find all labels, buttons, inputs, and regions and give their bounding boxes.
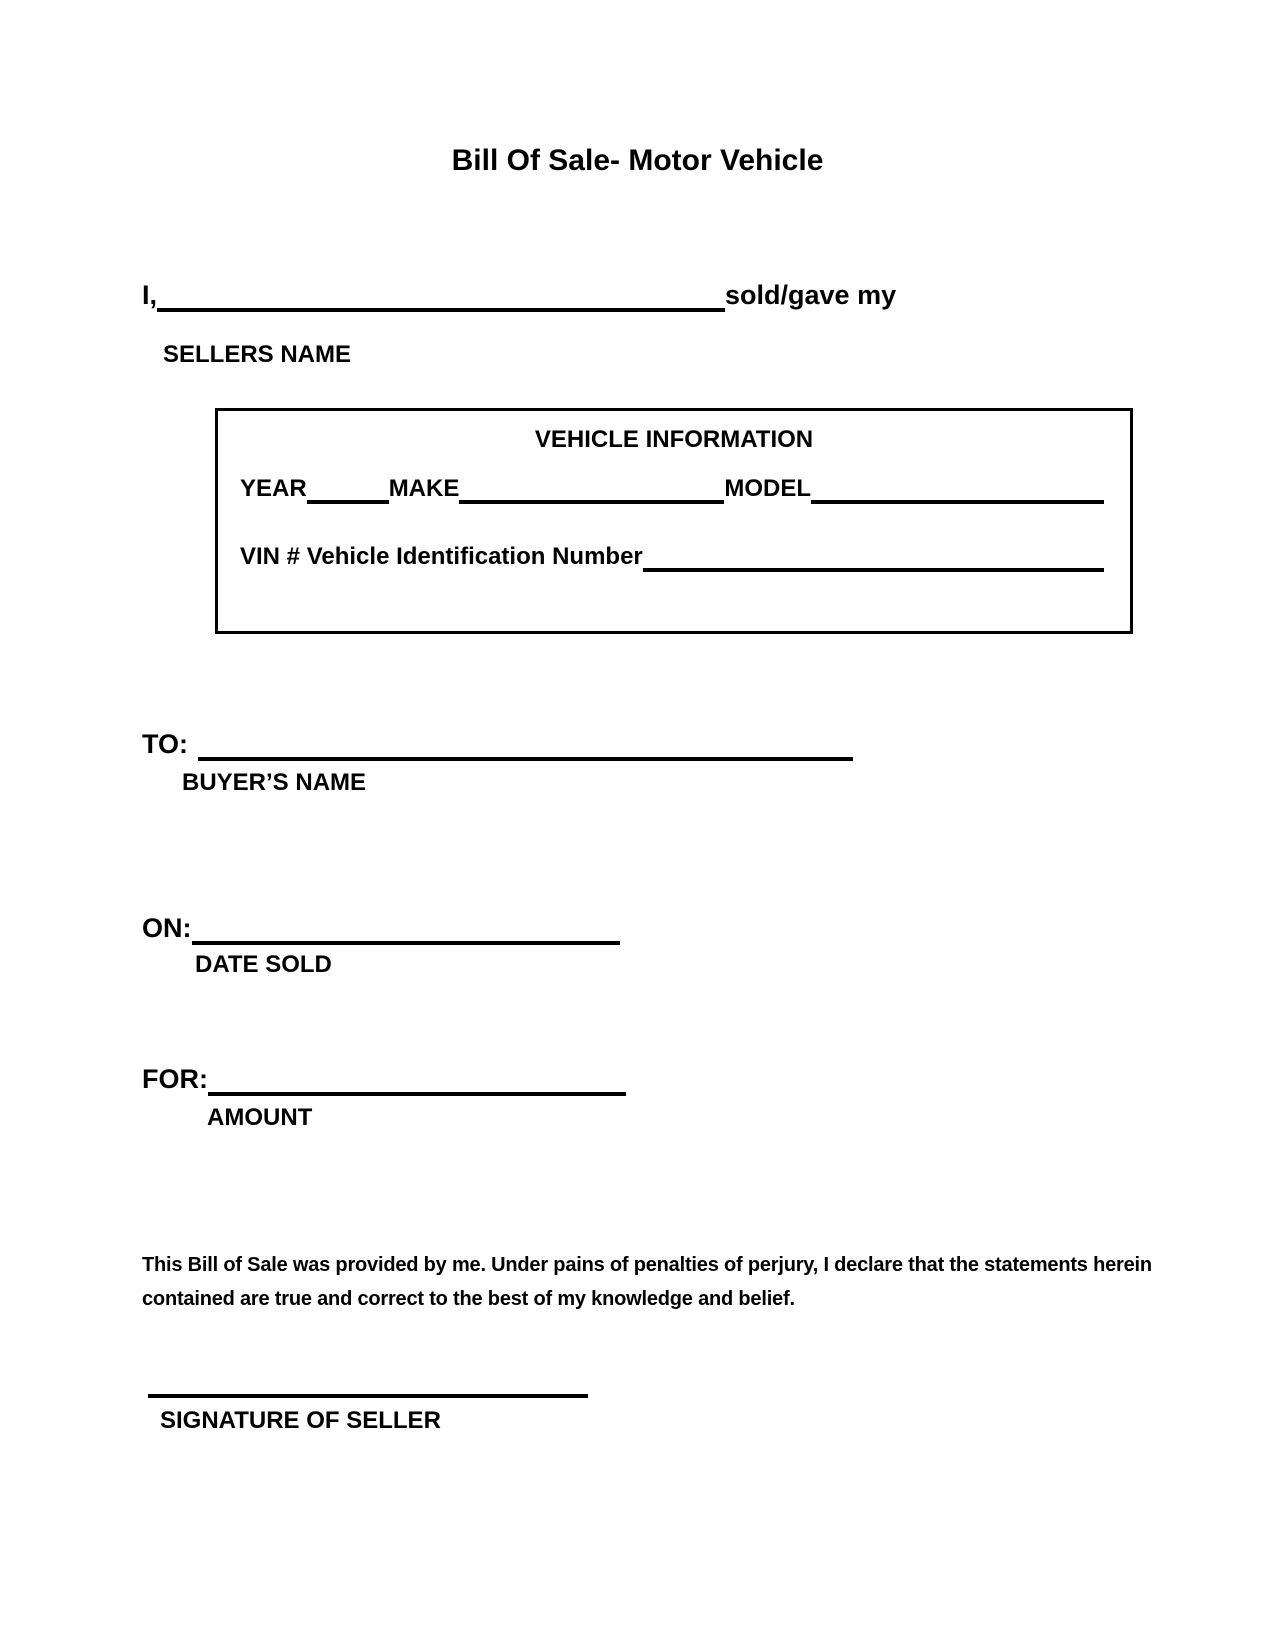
seller-name-field[interactable]: [157, 278, 725, 312]
vin-label: VIN # Vehicle Identification Number: [240, 543, 643, 570]
buyer-line-prefix: TO:: [142, 729, 188, 759]
declaration-text: This Bill of Sale was provided by me. Under pains of penalties of perjury, I declare that the statements herein contained are true and correct to the best of my knowledge and belief.: [142, 1254, 1152, 1310]
vehicle-vin-line: [240, 542, 1104, 572]
date-line-prefix: ON:: [142, 913, 192, 943]
seller-name-label: SELLERS NAME: [163, 341, 352, 368]
vehicle-information-heading: VEHICLE INFORMATION: [534, 426, 814, 453]
amount-field[interactable]: [208, 1062, 626, 1096]
buyer-line: [142, 727, 853, 761]
date-sold-field[interactable]: [192, 911, 620, 945]
model-field[interactable]: [811, 474, 1104, 504]
amount-label: AMOUNT: [207, 1104, 313, 1131]
amount-line-prefix: FOR:: [142, 1064, 208, 1094]
amount-line: [142, 1062, 626, 1096]
buyer-name-field[interactable]: [198, 727, 853, 761]
year-field[interactable]: [307, 474, 389, 504]
document-title: Bill Of Sale- Motor Vehicle: [451, 144, 824, 177]
make-label: MAKE: [388, 475, 460, 502]
seller-line-prefix: I,: [142, 280, 158, 310]
year-label: YEAR: [240, 475, 307, 502]
vin-field[interactable]: [643, 542, 1104, 572]
vehicle-information-box: [215, 408, 1133, 634]
date-sold-label: DATE SOLD: [195, 951, 332, 978]
buyer-name-label: BUYER’S NAME: [182, 769, 367, 796]
seller-line: [142, 278, 896, 312]
signature-of-seller-label: SIGNATURE OF SELLER: [160, 1407, 441, 1434]
vehicle-year-make-model-line: [240, 474, 1104, 504]
seller-signature-field[interactable]: [148, 1394, 588, 1398]
make-field[interactable]: [459, 474, 724, 504]
seller-line-suffix: sold/gave my: [725, 280, 897, 310]
model-label: MODEL: [724, 475, 812, 502]
date-line: [142, 911, 620, 945]
